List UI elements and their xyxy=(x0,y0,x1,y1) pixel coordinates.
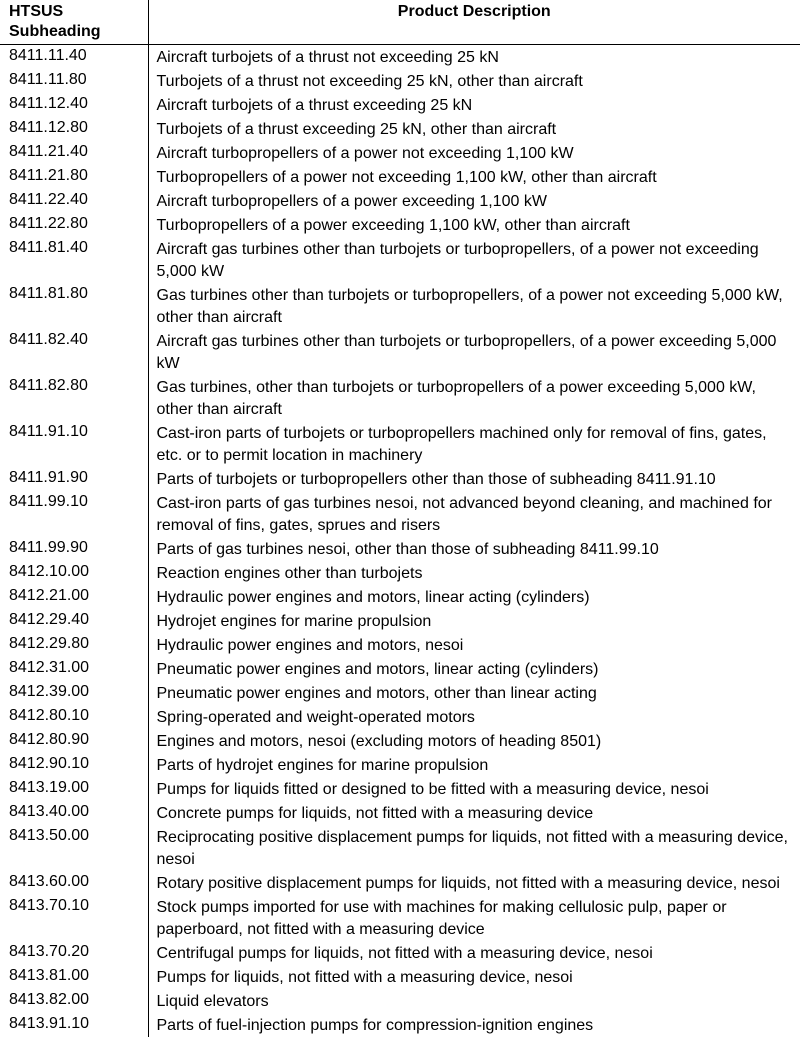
subheading-code: 8411.99.90 xyxy=(0,537,148,561)
subheading-code: 8413.91.10 xyxy=(0,1013,148,1037)
table-row xyxy=(0,777,800,801)
subheading-code: 8411.22.40 xyxy=(0,189,148,213)
product-description: Hydraulic power engines and motors, linear acting (cylinders) xyxy=(156,589,590,606)
subheading-code: 8411.99.10 xyxy=(0,491,148,537)
subheading-code: 8412.29.40 xyxy=(0,609,148,633)
table-row xyxy=(0,801,800,825)
table-row xyxy=(0,467,800,491)
subheading-code: 8411.91.10 xyxy=(0,421,148,467)
product-description: Aircraft gas turbines other than turbojets or turbopropellers, of a power not exceeding 5,000 kW xyxy=(156,241,759,280)
subheading-code: 8413.50.00 xyxy=(0,825,148,871)
subheading-code: 8413.70.20 xyxy=(0,941,148,965)
product-description: Gas turbines, other than turbojets or turbopropellers of a power exceeding 5,000 kW, other than aircraft xyxy=(156,379,756,418)
subheading-code: 8412.29.80 xyxy=(0,633,148,657)
product-description: Aircraft turbojets of a thrust not exceeding 25 kN xyxy=(156,49,499,66)
subheading-code: 8411.11.80 xyxy=(0,69,148,93)
table-row xyxy=(0,421,800,467)
table-row xyxy=(0,657,800,681)
product-description: Parts of gas turbines nesoi, other than those of subheading 8411.99.10 xyxy=(156,541,659,558)
subheading-code: 8411.12.80 xyxy=(0,117,148,141)
subheading-code: 8411.12.40 xyxy=(0,93,148,117)
product-description: Aircraft gas turbines other than turbojets or turbopropellers, of a power exceeding 5,000 kW xyxy=(156,333,777,372)
table-row xyxy=(0,537,800,561)
table-row xyxy=(0,69,800,93)
subheading-code: 8412.39.00 xyxy=(0,681,148,705)
table-row xyxy=(0,117,800,141)
subheading-code: 8411.11.40 xyxy=(0,45,148,70)
product-description: Pumps for liquids fitted or designed to be fitted with a measuring device, nesoi xyxy=(156,781,709,798)
table-row xyxy=(0,141,800,165)
product-description: Pneumatic power engines and motors, other than linear acting xyxy=(156,685,597,702)
table-row xyxy=(0,93,800,117)
product-description: Rotary positive displacement pumps for liquids, not fitted with a measuring device, nesoi xyxy=(156,875,780,892)
product-description: Aircraft turbojets of a thrust exceeding 25 kN xyxy=(156,97,473,114)
product-description: Turbojets of a thrust not exceeding 25 kN, other than aircraft xyxy=(156,73,583,90)
table-row xyxy=(0,189,800,213)
subheading-code: 8413.60.00 xyxy=(0,871,148,895)
subheading-code: 8412.90.10 xyxy=(0,753,148,777)
product-description: Concrete pumps for liquids, not fitted with a measuring device xyxy=(156,805,594,822)
table-row xyxy=(0,989,800,1013)
table-row xyxy=(0,45,800,70)
product-description: Stock pumps imported for use with machines for making cellulosic pulp, paper or paperboard, not fitted with a measuring device xyxy=(156,899,727,938)
product-description: Parts of turbojets or turbopropellers other than those of subheading 8411.91.10 xyxy=(156,471,716,488)
table-row xyxy=(0,165,800,189)
subheading-code: 8411.82.80 xyxy=(0,375,148,421)
subheading-code: 8411.81.80 xyxy=(0,283,148,329)
product-description: Reaction engines other than turbojets xyxy=(156,565,423,582)
table-row xyxy=(0,941,800,965)
table-row xyxy=(0,705,800,729)
product-description: Aircraft turbopropellers of a power exceeding 1,100 kW xyxy=(156,193,547,210)
table-row xyxy=(0,283,800,329)
subheading-code: 8412.80.10 xyxy=(0,705,148,729)
table-row xyxy=(0,753,800,777)
subheading-code: 8412.31.00 xyxy=(0,657,148,681)
product-description: Pumps for liquids, not fitted with a measuring device, nesoi xyxy=(156,969,573,986)
table-row xyxy=(0,681,800,705)
product-description: Cast-iron parts of turbojets or turbopropellers machined only for removal of fins, gates, etc. or to permit location in machinery xyxy=(156,425,767,464)
table-row xyxy=(0,329,800,375)
product-description: Parts of fuel-injection pumps for compression-ignition engines xyxy=(156,1017,594,1034)
subheading-code: 8413.40.00 xyxy=(0,801,148,825)
subheading-code: 8411.91.90 xyxy=(0,467,148,491)
table-row xyxy=(0,213,800,237)
subheading-code: 8411.82.40 xyxy=(0,329,148,375)
product-description: Liquid elevators xyxy=(156,993,269,1010)
product-description: Centrifugal pumps for liquids, not fitted with a measuring device, nesoi xyxy=(156,945,653,962)
product-description: Hydrojet engines for marine propulsion xyxy=(156,613,432,630)
header-subheading-line1: HTSUS xyxy=(9,3,64,20)
product-description: Cast-iron parts of gas turbines nesoi, not advanced beyond cleaning, and machined for removal of fins, gates, sprues and risers xyxy=(156,495,772,534)
product-description: Engines and motors, nesoi (excluding motors of heading 8501) xyxy=(156,733,602,750)
subheading-code: 8411.22.80 xyxy=(0,213,148,237)
subheading-code: 8413.70.10 xyxy=(0,895,148,941)
table-row xyxy=(0,825,800,871)
subheading-code: 8412.80.90 xyxy=(0,729,148,753)
table-row xyxy=(0,561,800,585)
subheading-code: 8413.19.00 xyxy=(0,777,148,801)
header-subheading xyxy=(0,0,148,45)
header-subheading-line2: Subheading xyxy=(9,23,101,40)
table-row xyxy=(0,633,800,657)
subheading-code: 8413.82.00 xyxy=(0,989,148,1013)
table-row xyxy=(0,585,800,609)
table-row xyxy=(0,237,800,283)
product-description: Reciprocating positive displacement pumps for liquids, not fitted with a measuring device, nesoi xyxy=(156,829,788,868)
product-description: Spring-operated and weight-operated motors xyxy=(156,709,475,726)
product-description: Aircraft turbopropellers of a power not exceeding 1,100 kW xyxy=(156,145,574,162)
product-description: Turbopropellers of a power exceeding 1,100 kW, other than aircraft xyxy=(156,217,630,234)
product-description: Gas turbines other than turbojets or turbopropellers, of a power not exceeding 5,000 kW, other than aircraft xyxy=(156,287,783,326)
header-product-description: Product Description xyxy=(148,0,800,45)
product-description: Turbopropellers of a power not exceeding 1,100 kW, other than aircraft xyxy=(156,169,657,186)
table-body xyxy=(0,45,800,1038)
table-row xyxy=(0,491,800,537)
table-row xyxy=(0,895,800,941)
table-row xyxy=(0,871,800,895)
subheading-code: 8411.21.40 xyxy=(0,141,148,165)
product-description: Pneumatic power engines and motors, linear acting (cylinders) xyxy=(156,661,599,678)
table-row xyxy=(0,375,800,421)
subheading-code: 8413.81.00 xyxy=(0,965,148,989)
product-description: Hydraulic power engines and motors, nesoi xyxy=(156,637,464,654)
table-row xyxy=(0,1013,800,1037)
subheading-code: 8412.10.00 xyxy=(0,561,148,585)
header-row xyxy=(0,0,800,45)
table-row xyxy=(0,965,800,989)
product-description: Parts of hydrojet engines for marine propulsion xyxy=(156,757,489,774)
table-row xyxy=(0,609,800,633)
subheading-code: 8411.81.40 xyxy=(0,237,148,283)
product-description: Turbojets of a thrust exceeding 25 kN, other than aircraft xyxy=(156,121,557,138)
subheading-code: 8412.21.00 xyxy=(0,585,148,609)
table-row xyxy=(0,729,800,753)
subheading-code: 8411.21.80 xyxy=(0,165,148,189)
